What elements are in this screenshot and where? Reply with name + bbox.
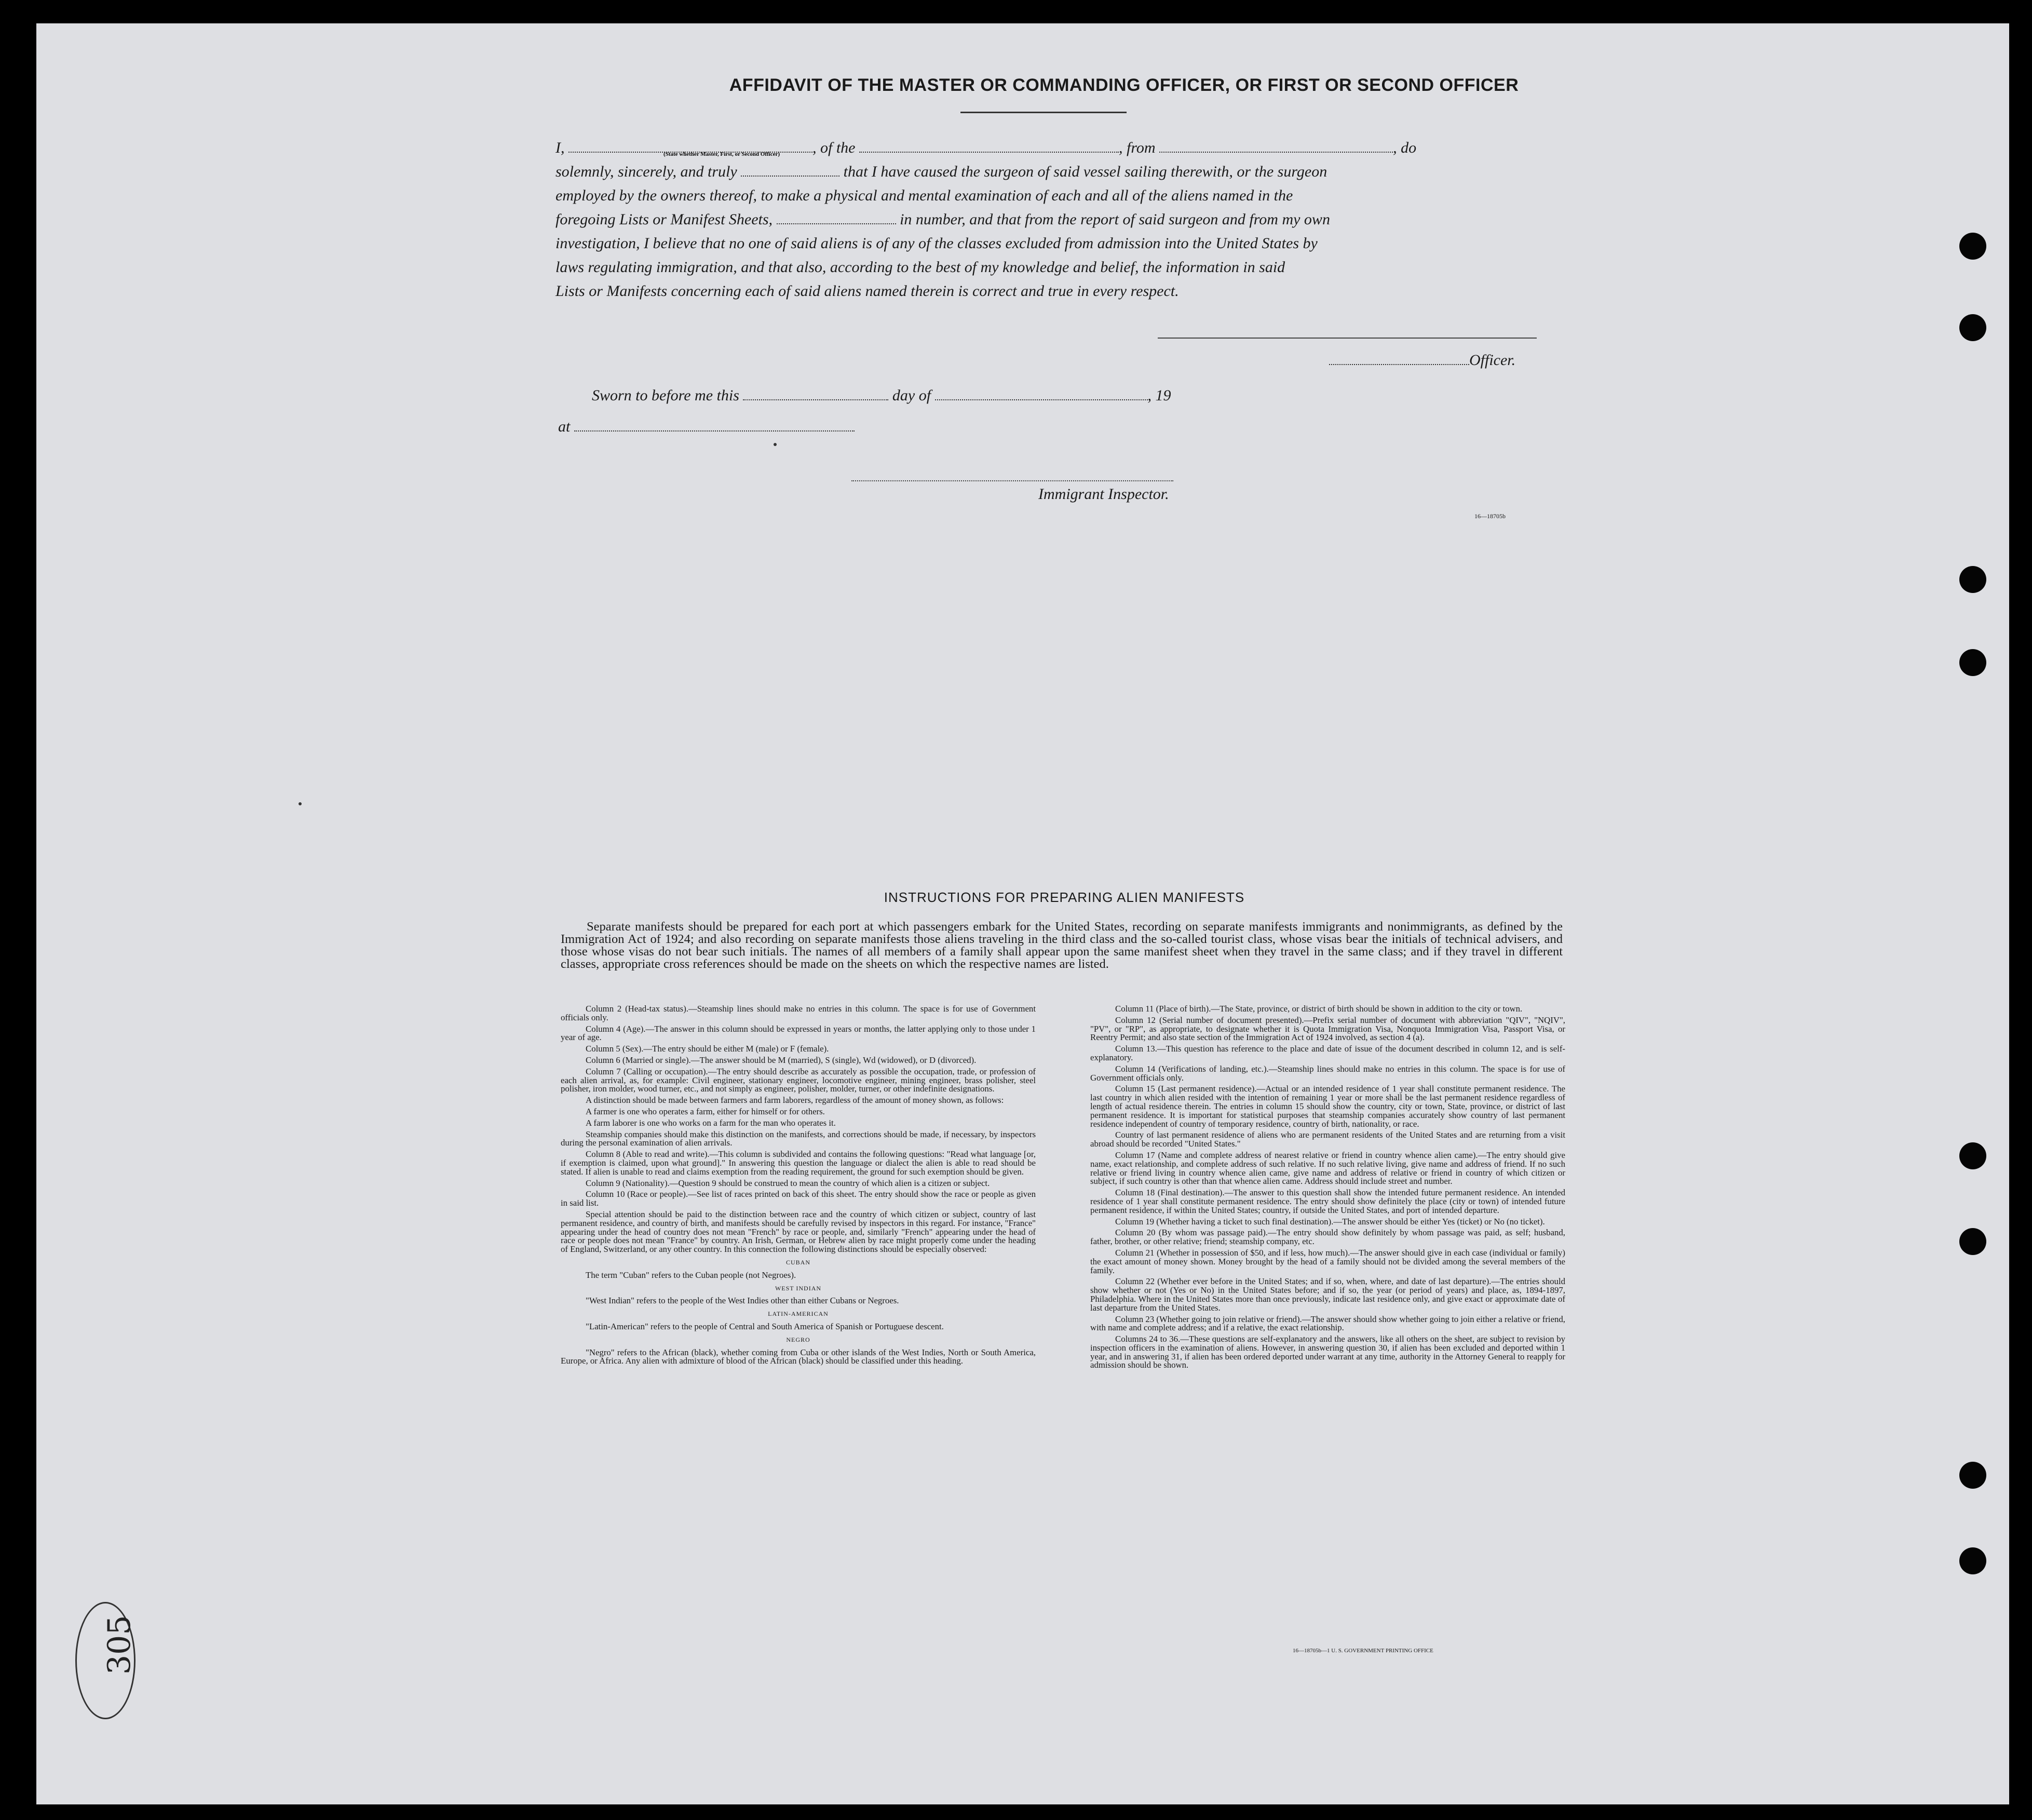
punch-hole-icon xyxy=(1959,1142,1986,1169)
punch-hole-icon xyxy=(1959,314,1986,341)
instructions-right-column xyxy=(1090,1005,1565,1372)
sworn-row xyxy=(592,387,1171,405)
instructions-left-column xyxy=(561,1005,1036,1368)
printing-office-footer: 16—18705b—1 U. S. GOVERNMENT PRINTING OFFICE xyxy=(1293,1648,1433,1654)
at-row xyxy=(558,418,855,436)
affidavit-line-4 xyxy=(556,208,1573,231)
latin-american-heading: LATIN-AMERICAN xyxy=(768,1310,829,1318)
instruction-paragraph: Column 18 (Final destination).—The answer to this question shall show the intended future permanent residence. An intended residence of 1 year shall constitute permanent residence. The entry should show definitely the place (city or town) of intended future permanent residence, if within the United States; country, if outside the United States, and port of intended departure. xyxy=(1090,1188,1565,1215)
oath-blank[interactable] xyxy=(741,163,839,177)
text-in-number: in number, and that from the report of said surgeon and from my own xyxy=(900,211,1330,228)
instruction-paragraph: Column 23 (Whether going to join relative or friend).—The answer should show whether going to join either a relative or friend, with name and complete address; and if a relative, the exact relationship. xyxy=(1090,1314,1565,1333)
west-indian-definition: "West Indian" refers to the people of the West Indies other than either Cubans or Negroes. xyxy=(586,1296,899,1306)
instruction-paragraph: Column 14 (Verifications of landing, etc.).—Steamship lines should make no entries in this column. The space is for use of Government officials only. xyxy=(1090,1063,1565,1083)
instructions-intro: Separate manifests should be prepared for each port at which passengers embark for the United States, recording on separate manifests immigrants and nonimmigrants, as defined by the Immigration Act of 1924; and also recording on separate manifests those aliens traveling in the third class and the so-called tourist class, whose visas bear the initials of technical advisers, and those whose visas do not bear such initials. The names of all members of a family shall appear upon the same manifest sheet when they travel in the same class; and if they travel in different classes, appropriate cross references should be made on the sheets on which the respective names are listed. xyxy=(561,920,1563,971)
affidavit-line-6: laws regulating immigration, and that also, according to the best of my knowledge and belief, the information in said xyxy=(556,259,1285,276)
instruction-paragraph: Column 13.—This question has reference to the place and date of issue of the document described in column 12, and is self-explanatory. xyxy=(1090,1044,1565,1062)
instruction-paragraph: Column 4 (Age).—The answer in this column should be expressed in years or months, the latter applying only to those under 1 year of age. xyxy=(561,1023,1036,1043)
punch-hole-icon xyxy=(1959,566,1986,593)
sworn-text: Sworn to before me this xyxy=(592,387,739,404)
place-blank[interactable] xyxy=(574,418,855,432)
officer-label: Officer. xyxy=(1469,352,1516,369)
punch-hole-icon xyxy=(1959,1228,1986,1255)
instruction-paragraph: Column 17 (Name and complete address of nearest relative or friend in country whence alien came).—The entry should give name, exact relationship, and complete address of such relative. If no such relative living, give name and address of friend. If no such relative or friend living in country whence alien came, give name and address of relative or friend in country of which citizen or subject, if such country is other than that whence alien came. Address should include street and number. xyxy=(1090,1150,1565,1187)
speck xyxy=(299,802,302,805)
instruction-paragraph: Column 11 (Place of birth).—The State, province, or district of birth should be shown in addition to the city or town. xyxy=(1115,1004,1523,1014)
west-indian-heading: WEST INDIAN xyxy=(775,1284,822,1292)
officer-signature-line[interactable] xyxy=(1158,338,1537,339)
latin-american-definition: "Latin-American" refers to the people of Central and South America of Spanish or Portuguese descent. xyxy=(586,1321,944,1331)
cuban-heading: CUBAN xyxy=(785,1258,810,1266)
title-rule xyxy=(960,112,1127,113)
vessel-name-blank[interactable] xyxy=(859,139,1119,153)
instruction-paragraph: A distinction should be made between farmers and farm laborers, regardless of the amount of money shown, as follows: xyxy=(586,1095,1004,1106)
instruction-paragraph: Column 7 (Calling or occupation).—The entry should describe as accurately as possible the occupation, trade, or profession of each alien arrival, as, for example: Civil engineer, stationary engineer, locomotive engineer, mining engineer, brass polisher, steel polisher, iron molder, wood turner, etc., and not simply as engineer, polisher, molder, turner, or other indefinite designations. xyxy=(561,1066,1036,1094)
punch-hole-icon xyxy=(1959,1462,1986,1489)
punch-hole-icon xyxy=(1959,1547,1986,1574)
punch-hole-icon xyxy=(1959,649,1986,676)
speck xyxy=(774,443,777,446)
instruction-paragraph: Column 15 (Last permanent residence).—Actual or an intended residence of 1 year shall constitute permanent residence. The last country in which alien resided with the intention of remaining 1 year or more shall be the last permanent residence regardless of length of actual residence therein. The entries in column 15 should show the country, city or town, State, province, or district of last permanent residence. It is important for statistical purposes that steamship companies accurately show country of last permanent residence independent of country of temporary residence, country of birth, nationality, or race. xyxy=(1090,1084,1565,1129)
instruction-paragraph: A farmer is one who operates a farm, either for himself or for others. xyxy=(586,1106,825,1116)
officer-blank[interactable] xyxy=(1329,352,1469,365)
officer-row xyxy=(1329,352,1515,369)
state-note: (State whether Master, First, or Second Officer) xyxy=(663,151,780,157)
text-solemnly: solemnly, sincerely, and truly xyxy=(556,163,737,180)
at-label: at xyxy=(558,418,571,435)
affidavit-title: AFFIDAVIT OF THE MASTER OR COMMANDING OFFICER, OR FIRST OR SECOND OFFICER xyxy=(729,75,1519,95)
instruction-paragraph: Column 20 (By whom was passage paid).—The entry should show definitely by whom passage was paid, as self; husband, father, brother, or other relative; friend; steamship company, etc. xyxy=(1090,1228,1565,1247)
instruction-paragraph: Column 2 (Head-tax status).—Steamship lines should make no entries in this column. The space is for use of Government officials only. xyxy=(561,1004,1036,1022)
instruction-paragraph: Column 8 (Able to read and write).—This column is subdivided and contains the following questions: "Read what language [or, if exemption is claimed, upon what ground]." In answering this question the language or dialect the alien is able to read should be stated. If alien is unable to read and claims exemption from the reading requirement, the ground for such exemption should be given. xyxy=(561,1149,1036,1177)
instruction-paragraph: Column 9 (Nationality).—Question 9 should be construed to mean the country of which alien is a citizen or subject. xyxy=(586,1178,990,1188)
instruction-paragraph: Column 12 (Serial number of document presented).—Prefix serial number of document with abbreviation "QIV", "NQIV", "PV", or "RP", as appropriate, to designate whether it is Quota Immigration Visa, Nonquota Immigration Visa, Passport Visa, or Reentry Permit; and also state section of the Immigration Act of 1924 involved, as section 4 (a). xyxy=(1090,1015,1565,1043)
text-foregoing: foregoing Lists or Manifest Sheets, xyxy=(556,211,773,228)
inspector-signature-line[interactable] xyxy=(851,480,1173,481)
text-do: , do xyxy=(1393,139,1417,156)
negro-definition: "Negro" refers to the African (black), whether coming from Cuba or other islands of the West Indies, North or South America, Europe, or Africa. Any alien with admixture of blood of the African (black) should be classified under this heading. xyxy=(561,1347,1036,1366)
day-of-text: day of xyxy=(892,387,931,404)
instruction-paragraph: Steamship companies should make this distinction on the manifests, and corrections should be made, if necessary, by inspectors during the personal examination of alien arrivals. xyxy=(561,1129,1036,1148)
instruction-paragraph: Special attention should be paid to the distinction between race and the country of which citizen or subject, country of last permanent residence, and country of birth, and manifests should be carefully revised by inspectors in this regard. For instance, "France" appearing under the head of country does not mean "French" by race or people, and, similarly "French" appearing under the head of race or people does not mean "France" by country. An Irish, German, or Hebrew alien by race might properly come under the heading of England, Switzerland, or any other country. In this connection the following distinctions should be especially observed: xyxy=(561,1209,1036,1255)
affidavit-line-2 xyxy=(556,160,1573,183)
cuban-definition: The term "Cuban" refers to the Cuban people (not Negroes). xyxy=(586,1270,796,1280)
instruction-paragraph: Column 6 (Married or single).—The answer should be M (married), S (single), Wd (widowed), or D (divorced). xyxy=(586,1055,977,1065)
port-blank[interactable] xyxy=(1159,139,1393,153)
form-number: 16—18705b xyxy=(1474,513,1506,520)
negro-heading: NEGRO xyxy=(786,1336,810,1343)
instruction-paragraph: Column 5 (Sex).—The entry should be either M (male) or F (female). xyxy=(586,1044,829,1054)
instruction-paragraph: Country of last permanent residence of aliens who are permanent residents of the United States and are returning from a visit abroad should be recorded "United States." xyxy=(1090,1130,1565,1149)
inspector-label: Immigrant Inspector. xyxy=(1038,486,1169,503)
instruction-paragraph: A farm laborer is one who works on a farm for the man who operates it. xyxy=(586,1117,836,1128)
instruction-paragraph: Columns 24 to 36.—These questions are self-explanatory and the answers, like all others on the sheet, are subject to revision by inspection officers in the examination of aliens. However, in answering question 30, if alien has been excluded and deported within 1 year, and in answering 31, if alien has been ordered deported under warrant at any time, authority in the Attorney General to reapply for admission should be shown. xyxy=(1090,1334,1565,1370)
text-of-the: , of the xyxy=(812,139,856,156)
sworn-day-blank[interactable] xyxy=(743,387,888,400)
affidavit-line-3: employed by the owners thereof, to make a physical and mental examination of each and all of the aliens named in the xyxy=(556,187,1293,204)
text-from: , from xyxy=(1119,139,1156,156)
sworn-month-blank[interactable] xyxy=(935,387,1148,400)
affidavit-line-7: Lists or Manifests concerning each of said aliens named therein is correct and true in every respect. xyxy=(556,282,1179,300)
punch-hole-icon xyxy=(1959,233,1986,260)
instruction-paragraph: Column 22 (Whether ever before in the United States; and if so, when, where, and date of last departure).—The entries should show whether or not (Yes or No) in the United States before; and if so, the year (or period of years) and place, as, 1894-1897, Philadelphia. Where in the United States more than once previously, indicate last residence only, and give exact or approximate date of last departure from the United States. xyxy=(1090,1276,1565,1313)
handwritten-number: 305 xyxy=(101,1615,138,1675)
instructions-title: INSTRUCTIONS FOR PREPARING ALIEN MANIFESTS xyxy=(884,889,1245,905)
number-blank[interactable] xyxy=(777,211,896,224)
year-text: , 19 xyxy=(1147,387,1171,404)
document-page xyxy=(36,23,2009,1804)
instruction-paragraph: Column 19 (Whether having a ticket to such final destination).—The answer should be either Yes (ticket) or No (no ticket). xyxy=(1115,1216,1545,1226)
affidavit-line-5: investigation, I believe that no one of said aliens is of any of the classes excluded from admission into the United States by xyxy=(556,235,1318,252)
instruction-paragraph: Column 21 (Whether in possession of $50, and if less, how much).—The answer should give in each case (individual or family) the exact amount of money shown. Money brought by the head of a family should not be divided among the several members of the family. xyxy=(1090,1247,1565,1275)
text-surgeon: that I have caused the surgeon of said vessel sailing therewith, or the surgeon xyxy=(843,163,1327,180)
instruction-paragraph: Column 10 (Race or people).—See list of races printed on back of this sheet. The entry should show the race or people as given in said list. xyxy=(561,1189,1036,1208)
text-i: I, xyxy=(556,139,565,156)
